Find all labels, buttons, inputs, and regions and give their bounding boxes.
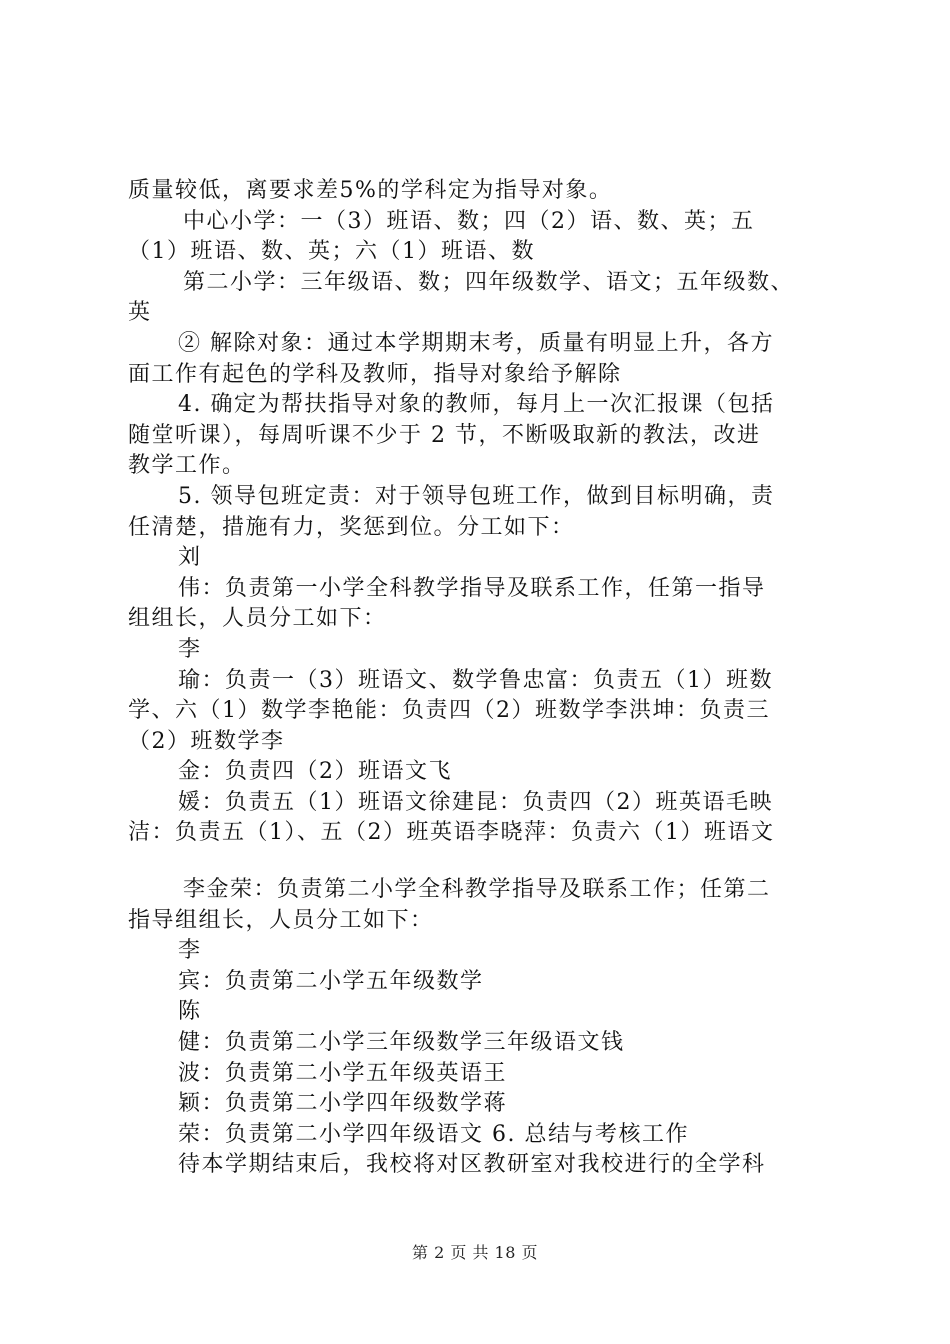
text-line: 第二小学：三年级语、数；四年级数学、语文；五年级数、 xyxy=(183,270,795,295)
text-line: 5. 领导包班定责：对于领导包班工作，做到目标明确，责 xyxy=(178,484,775,509)
text-line: 指导组组长，人员分工如下： xyxy=(128,908,434,933)
text-line: 李 xyxy=(178,938,202,963)
text-line: 随堂听课），每周听课不少于 2 节，不断吸取新的教法，改进 xyxy=(128,423,761,448)
text-line: 瑜：负责一（3）班语文、数学鲁忠富：负责五（1）班数 xyxy=(178,668,773,693)
page-number-footer: 第 2 页 共 18 页 xyxy=(412,1243,538,1262)
text-line: 伟：负责第一小学全科教学指导及联系工作，任第一指导 xyxy=(178,576,766,601)
text-line: 李 xyxy=(178,637,202,662)
text-line: （1）班语、数、英；六（1）班语、数 xyxy=(128,239,535,264)
text-line: 质量较低，离要求差5%的学科定为指导对象。 xyxy=(128,178,613,203)
text-line: 组组长，人员分工如下： xyxy=(128,606,387,631)
text-line: 健：负责第二小学三年级数学三年级语文钱 xyxy=(178,1030,625,1055)
text-line: 李金荣：负责第二小学全科教学指导及联系工作；任第二 xyxy=(183,877,771,902)
text-line: 陈 xyxy=(178,999,202,1024)
text-line: 中心小学：一（3）班语、数；四（2）语、数、英；五 xyxy=(183,209,755,234)
text-line: 金：负责四（2）班语文飞 xyxy=(178,759,452,784)
text-line: 学、六（1）数学李艳能：负责四（2）班数学李洪坤：负责三 xyxy=(128,698,770,723)
text-line: ② 解除对象：通过本学期期末考，质量有明显上升，各方 xyxy=(178,331,774,356)
text-line: 待本学期结束后，我校将对区教研室对我校进行的全学科 xyxy=(178,1152,766,1177)
text-line: 波：负责第二小学五年级英语王 xyxy=(178,1061,508,1086)
text-line: 颖：负责第二小学四年级数学蒋 xyxy=(178,1091,508,1116)
text-line: 4. 确定为帮扶指导对象的教师，每月上一次汇报课（包括 xyxy=(178,392,775,417)
text-line: 洁：负责五（1）、五（2）班英语李晓萍：负责六（1）班语文 xyxy=(128,820,775,845)
text-line: 任清楚，措施有力，奖惩到位。分工如下： xyxy=(128,515,575,540)
text-line: 面工作有起色的学科及教师，指导对象给予解除 xyxy=(128,362,622,387)
text-line: 荣：负责第二小学四年级语文 6. 总结与考核工作 xyxy=(178,1122,689,1147)
text-line: 教学工作。 xyxy=(128,453,246,478)
text-line: 媛：负责五（1）班语文徐建昆：负责四（2）班英语毛映 xyxy=(178,790,773,815)
text-line: （2）班数学李 xyxy=(128,729,285,754)
text-line: 刘 xyxy=(178,545,202,570)
text-line: 宾：负责第二小学五年级数学 xyxy=(178,969,484,994)
text-line: 英 xyxy=(128,300,152,325)
